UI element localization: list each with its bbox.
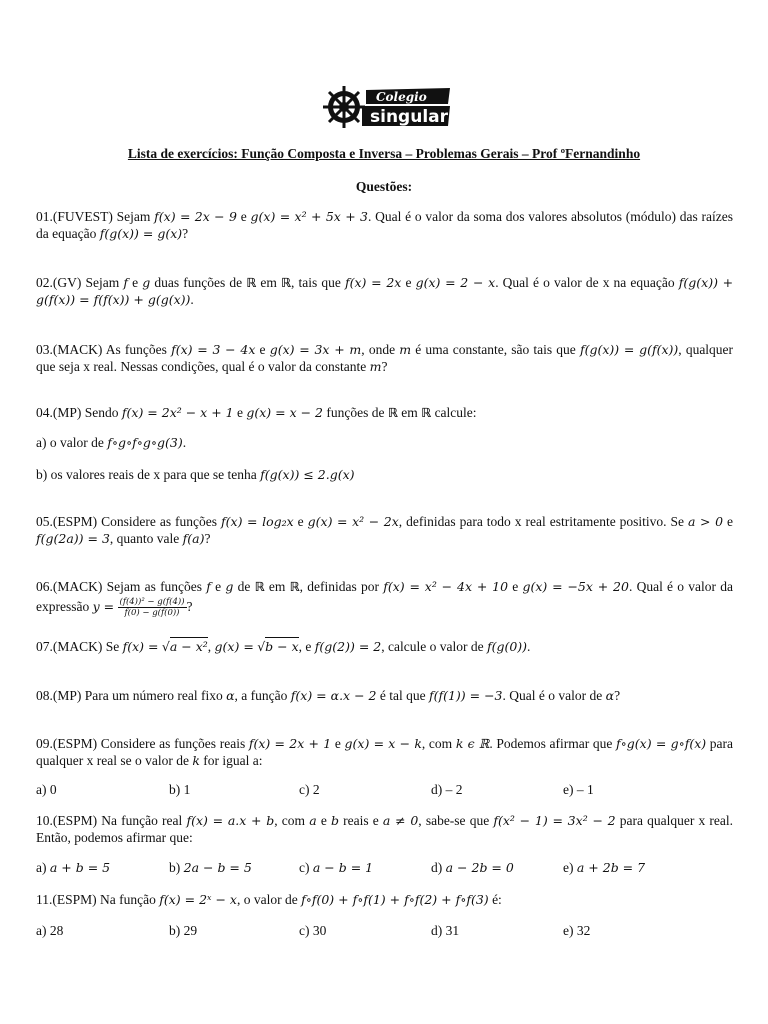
q10-option-b[interactable]: [169, 859, 252, 876]
q2-text1: duas funções de: [154, 275, 243, 290]
q4-R2: ℝ: [421, 405, 432, 420]
q11-expr: f∘f(0) + f∘f(1) + f∘f(2) + f∘f(3): [301, 892, 489, 907]
q6-end: ?: [186, 599, 193, 614]
q7-end: .: [527, 639, 531, 654]
q6-g: g: [225, 579, 234, 594]
q11-options: [36, 922, 733, 940]
q10-text4: para qualquer x real. Então, podemos afirmar que:: [36, 813, 734, 845]
question-3: [36, 341, 733, 375]
q1-f: f(x) = 2x − 9: [154, 209, 237, 224]
q1-g: g(x) = x² + 5x + 3: [250, 209, 368, 224]
q7-f-pre: f(x) =: [122, 639, 159, 654]
q2-R2: ℝ: [281, 275, 292, 290]
q3-text3: , qualquer que seja x real. Nessas condições, qual é o valor da constante: [36, 342, 734, 374]
q6-R2: ℝ: [289, 579, 300, 594]
q10-option-d-expr: a − 2b = 0: [445, 860, 514, 875]
q8-text2: é tal que: [379, 688, 426, 703]
q6-and2: e: [512, 579, 519, 594]
q5-ask: f(a): [182, 531, 205, 546]
q10-option-c[interactable]: [299, 859, 373, 876]
colegio-singular-logo: [318, 82, 452, 132]
q9-option-c[interactable]: c) 2: [299, 782, 320, 797]
q6-fx: f(x) = x² − 4x + 10: [383, 579, 509, 594]
q9-eq: f∘g(x) = g∘f(x): [616, 736, 707, 751]
q8-eq: f(f(1)) = −3: [428, 688, 503, 703]
q10-option-d[interactable]: [431, 859, 514, 876]
question-8: [36, 687, 733, 704]
q2-text3: . Qual é o valor de x na equação: [495, 275, 675, 290]
q6-R1: ℝ: [254, 579, 265, 594]
q5-text1: , definidas para todo x real estritamente positivo. Se: [398, 514, 685, 529]
question-5: [36, 513, 733, 547]
q5-g: g(x) = x² − 2x: [307, 514, 399, 529]
section-subtitle: Questões:: [355, 179, 413, 194]
q2-and: e: [132, 275, 139, 290]
page-title: Lista de exercícios: Função Composta e Inversa – Problemas Gerais – Prof ºFernandinho: [127, 146, 641, 161]
question-1: [36, 208, 733, 242]
question-4b: [36, 466, 733, 483]
question-7: [36, 638, 733, 655]
q9-k: k: [192, 753, 200, 768]
q7-sep: ,: [207, 639, 212, 654]
q10-option-e-label: e): [563, 860, 574, 875]
question-2: [36, 274, 733, 308]
q2-eq: f(g(x)) + g(f(x)) = f(f(x)) + g(g(x)): [36, 275, 734, 307]
q11-option-c[interactable]: c) 30: [299, 923, 327, 938]
q3-g: g(x) = 3x + m: [269, 342, 362, 357]
q5-text2: , quanto vale: [109, 531, 180, 546]
logo-name-text: singular: [370, 107, 449, 127]
q7-sqrt-symbol-2: √: [257, 639, 266, 654]
q2-text2: , tais que: [291, 275, 341, 290]
q6-and: e: [215, 579, 222, 594]
q5-cond: a > 0: [688, 514, 724, 529]
q10-option-b-expr: 2a − b = 5: [183, 860, 252, 875]
q2-f: f: [123, 275, 128, 290]
q10-option-a[interactable]: [36, 859, 110, 876]
q9-option-e[interactable]: e) – 1: [563, 782, 594, 797]
q3-end: ?: [381, 359, 388, 374]
q7-eq: f(g(2)) = 2: [314, 639, 382, 654]
q10-option-e-expr: a + 2b = 7: [576, 860, 646, 875]
q9-option-b[interactable]: b) 1: [169, 782, 191, 797]
q11-option-e[interactable]: e) 32: [563, 923, 591, 938]
q5-eq: f(g(2a)) = 3: [36, 531, 110, 546]
q8-f: f(x) = α.x − 2: [290, 688, 377, 703]
q4b-lead: b) os valores reais de x para que se tenha: [36, 467, 257, 482]
q10-b: b: [330, 813, 339, 828]
q1-and: e: [240, 209, 247, 224]
q2-fx: f(x) = 2x: [345, 275, 402, 290]
q8-text1: , a função: [234, 688, 288, 703]
q10-option-a-expr: a + b = 5: [49, 860, 111, 875]
q6-em: em: [268, 579, 286, 594]
q6-fraction: [118, 597, 187, 618]
q11-f: f(x) = 2ˣ − x: [159, 892, 237, 907]
q10-option-b-label: b): [169, 860, 181, 875]
q8-end: ?: [614, 688, 621, 703]
q10-text3: , sabe-se que: [418, 813, 490, 828]
q4-text2: calcule:: [434, 405, 477, 420]
q10-a: a: [309, 813, 317, 828]
q11-option-b[interactable]: b) 29: [169, 923, 198, 938]
q10-cond: a ≠ 0: [382, 813, 419, 828]
q4-em: em: [401, 405, 418, 420]
q2-end: .: [190, 292, 194, 307]
q10-option-d-label: d): [431, 860, 443, 875]
q9-g: g(x) = x − k: [344, 736, 422, 751]
logo-script-text: Colegio: [376, 90, 427, 104]
q3-m: m: [399, 342, 412, 357]
q2-g: g: [142, 275, 151, 290]
question-4a: [36, 434, 733, 451]
question-9: [36, 735, 733, 769]
q10-and: e: [320, 813, 327, 828]
q4-R1: ℝ: [387, 405, 398, 420]
q4b-expr: f(g(x)) ≤ 2.g(x): [260, 467, 355, 482]
q4-lead: 04.(MP) Sendo: [36, 405, 119, 420]
q10-option-c-expr: a − b = 1: [312, 860, 374, 875]
q4-text1: funções de: [326, 405, 385, 420]
q6-text1: , definidas por: [299, 579, 379, 594]
q7-f-radicand: a − x²: [169, 639, 208, 654]
q2-R1: ℝ: [246, 275, 257, 290]
q7-sqrt-symbol: √: [161, 639, 170, 654]
q4-and: e: [236, 405, 243, 420]
q6-denominator: f(0) − g(f(0)): [124, 608, 180, 619]
q7-text2: , calcule o valor de: [381, 639, 484, 654]
q11-text1: , o valor de: [236, 892, 298, 907]
q10-eq: f(x² − 1) = 3x² − 2: [493, 813, 616, 828]
q5-end: ?: [204, 531, 211, 546]
q9-text1: , com: [421, 736, 453, 751]
q1-end: ?: [182, 226, 189, 241]
q9-text2: . Podemos afirmar que: [489, 736, 613, 751]
q4a-end: .: [182, 435, 187, 450]
q6-numerator: (f(4))² − g(f(4)): [119, 597, 185, 608]
q10-options: [36, 859, 733, 877]
q10-option-c-label: c): [299, 860, 310, 875]
q3-f: f(x) = 3 − 4x: [171, 342, 256, 357]
q10-option-a-label: a): [36, 860, 47, 875]
q9-and: e: [334, 736, 341, 751]
q10-text2: reais e: [343, 813, 379, 828]
q11-end: é:: [492, 892, 502, 907]
q5-and: e: [297, 514, 304, 529]
q7-lead: 07.(MACK) Se: [36, 639, 120, 654]
q7-g-pre: g(x) =: [214, 639, 254, 654]
q11-lead: 11.(ESPM) Na função: [36, 892, 156, 907]
q7-g-radicand: b − x: [265, 639, 299, 654]
q8-text3: . Qual é o valor de: [502, 688, 603, 703]
q5-lead: 05.(ESPM) Considere as funções: [36, 514, 218, 529]
q9-options: [36, 781, 733, 799]
question-4: [36, 404, 733, 421]
q11-option-a[interactable]: a) 28: [36, 923, 64, 938]
q6-text2: . Qual é o valor da expressão: [36, 579, 733, 614]
q7-ask: f(g(0)): [486, 639, 528, 654]
q4a-expr: f∘g∘f∘g∘g(3): [107, 435, 183, 450]
q5-and2: e: [727, 514, 734, 529]
q6-y: y =: [92, 599, 115, 614]
q11-option-d[interactable]: d) 31: [431, 923, 460, 938]
q3-m2: m: [369, 359, 382, 374]
q3-lead: 03.(MACK) As funções: [36, 342, 167, 357]
q7-text1: , e: [298, 639, 312, 654]
q8-alpha2: α: [605, 688, 615, 703]
q6-f: f: [206, 579, 211, 594]
q4-f: f(x) = 2x² − x + 1: [121, 405, 234, 420]
q1-text1: . Qual é o valor da soma dos valores absolutos (módulo) das raízes da equação: [36, 209, 734, 241]
q5-f: f(x) = log₂x: [221, 514, 294, 529]
q9-option-d[interactable]: d) – 2: [431, 782, 463, 797]
q6-de: de: [237, 579, 251, 594]
q9-option-a[interactable]: a) 0: [36, 782, 57, 797]
q2-em: em: [260, 275, 277, 290]
q1-lead: 01.(FUVEST) Sejam: [36, 209, 151, 224]
q2-lead: 02.(GV) Sejam: [36, 275, 120, 290]
q3-and: e: [259, 342, 266, 357]
q8-lead: 08.(MP) Para um número real fixo: [36, 688, 223, 703]
q10-f: f(x) = a.x + b: [186, 813, 275, 828]
q4a-lead: a) o valor de: [36, 435, 104, 450]
q10-option-e[interactable]: [563, 859, 645, 876]
q3-eq: f(g(x)) = g(f(x)): [579, 342, 679, 357]
q4-g: g(x) = x − 2: [246, 405, 324, 420]
q8-alpha: α: [226, 688, 235, 703]
q9-lead: 09.(ESPM) Considere as funções reais: [36, 736, 246, 751]
question-6: [36, 577, 733, 618]
q10-text1: , com: [274, 813, 306, 828]
q6-lead: 06.(MACK) Sejam as funções: [36, 579, 203, 594]
q9-cond: k ϵ ℝ: [455, 736, 490, 751]
q2-gx: g(x) = 2 − x: [415, 275, 496, 290]
question-10: [36, 812, 733, 846]
q3-text1: , onde: [361, 342, 396, 357]
q3-text2: é uma constante, são tais que: [415, 342, 576, 357]
q10-lead: 10.(ESPM) Na função real: [36, 813, 183, 828]
question-11: [36, 891, 733, 908]
q2-and2: e: [405, 275, 412, 290]
q1-eq: f(g(x)) = g(x): [99, 226, 183, 241]
q9-text4: for igual a:: [203, 753, 263, 768]
q9-f: f(x) = 2x + 1: [248, 736, 332, 751]
q6-gx: g(x) = −5x + 20: [522, 579, 629, 594]
q9-text3: para qualquer x real se o valor de: [36, 736, 734, 768]
